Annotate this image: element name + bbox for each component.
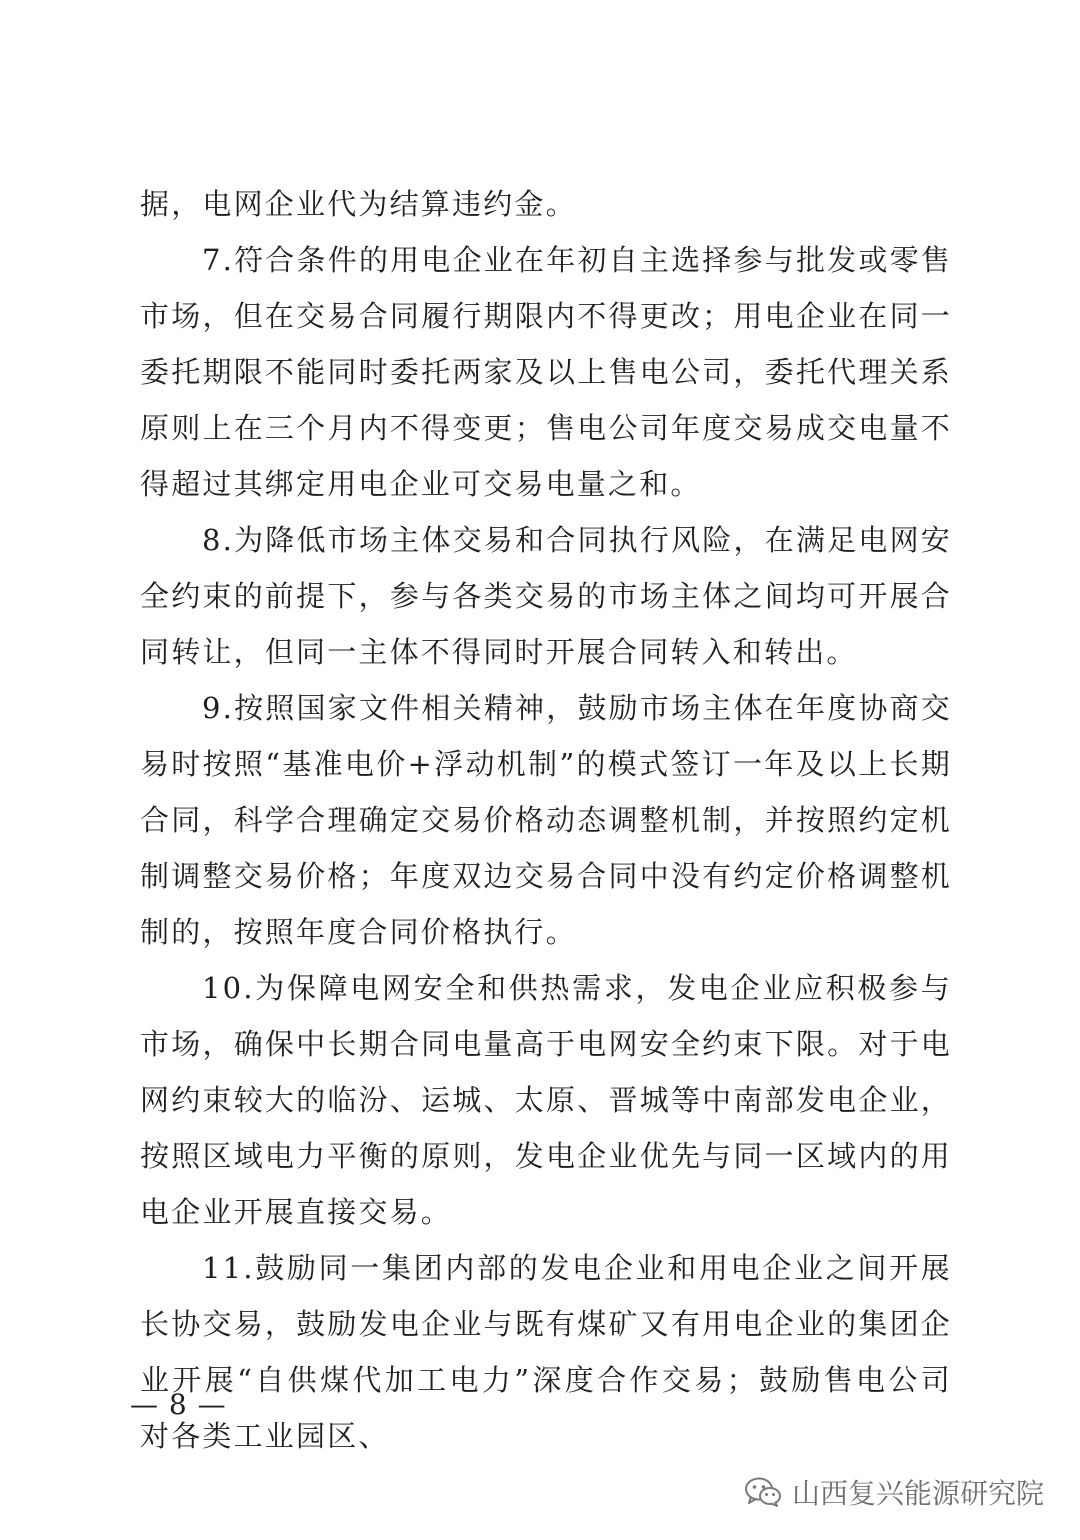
document-body (140, 176, 952, 1464)
paragraph-item-8: 8.为降低市场主体交易和合同执行风险，在满足电网安全约束的前提下，参与各类交易的市场主体之间均可开展合同转让，但同一主体不得同时开展合同转入和转出。 (140, 523, 952, 669)
paragraph-item-10: 10.为保障电网安全和供热需求，发电企业应积极参与市场，确保中长期合同电量高于电网安全约束下限。对于电网约束较大的临汾、运城、太原、晋城等中南部发电企业，按照区域电力平衡的原则，发电企业优先与同一区域内的用电企业开展直接交易。 (140, 971, 952, 1229)
paragraph-item-11: 11.鼓励同一集团内部的发电企业和用电企业之间开展长协交易，鼓励发电企业与既有煤矿又有用电企业的集团企业开展“自供煤代加工电力”深度合作交易；鼓励售电公司对各类工业园区、 (140, 1251, 952, 1453)
page-number: — 8 — (130, 1388, 227, 1421)
paragraph-continuation: 据，电网企业代为结算违约金。 (140, 187, 577, 221)
wechat-icon (744, 1476, 782, 1508)
watermark-text: 山西复兴能源研究院 (791, 1477, 1044, 1510)
paragraph-item-9: 9.按照国家文件相关精神，鼓励市场主体在年度协商交易时按照“基准电价+浮动机制”的模式签订一年及以上长期合同，科学合理确定交易价格动态调整机制，并按照约定机制调整交易价格；年度双边交易合同中没有约定价格调整机制的，按照年度合同价格执行。 (140, 691, 952, 949)
watermark (744, 1472, 1044, 1512)
paragraph-item-7: 7.符合条件的用电企业在年初自主选择参与批发或零售市场，但在交易合同履行期限内不得更改；用电企业在同一委托期限不能同时委托两家及以上售电公司，委托代理关系原则上在三个月内不得变更；售电公司年度交易成交电量不得超过其绑定用电企业可交易电量之和。 (140, 243, 952, 501)
